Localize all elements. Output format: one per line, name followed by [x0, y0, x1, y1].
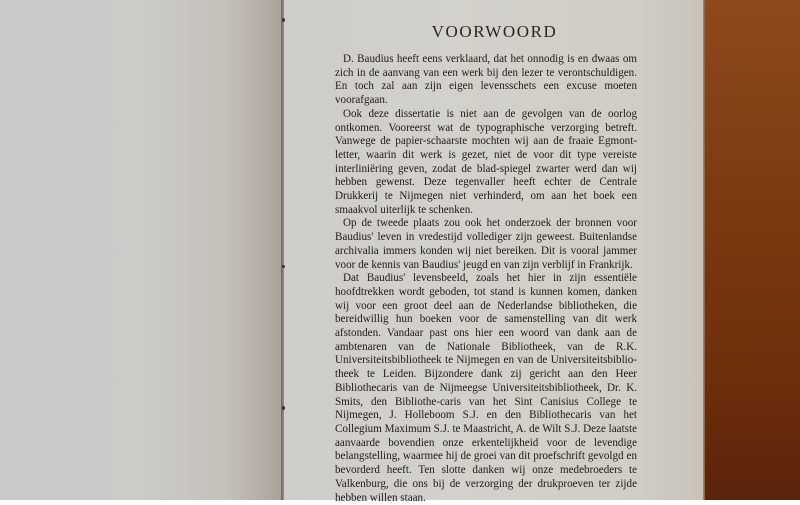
paragraph: Dat Baudius' levensbeeld, zoals het hier in zijn essentiële hoofdtrekken wordt geboden, tot stand is kunnen komen, danken wij voor een groot deel aan de Nederlandse bibliotheken, die bereidwillig hun boeken voor de samenstelling van dit werk afstonden. Vandaar past ons hier een woord van dank aan de ambtenaren van de Nationale Bibliotheek, van de R.K. Universiteitsbibliotheek te Nijmegen en van de Universiteitsbiblio-theek te Leiden. Bijzondere dank zij gericht aan den Heer Bibliothecaris van de Nijmeegse Universiteitsbibliotheek, Dr. K. Smits, den Bibliothe-caris van het Sint Canisius College te Nijmegen, J. Holleboom S.J. en den Bibliothecaris van het Collegium Maximum S.J. te Maastricht, A. de Wilt S.J. Deze laatste aanvaarde bovendien onze erkentelijkheid voor de levendige belangstelling, waarmee hij de groei van dit proefschrift gevolgd en bevorderd heeft. Ten slotte danken wij onze medebroeders te Valkenburg, die ons bij de verzorging der drukproeven ter zijde hebben willen staan. — [335, 272, 637, 504]
preface-body — [335, 53, 637, 505]
paragraph: Ook deze dissertatie is niet aan de gevolgen van de oorlog ontkomen. Vooreerst wat de typographische verzorging betreft. Vanwege de papier-schaarste mochten wij aan de fraaie Egmont-letter, waarin dit werk is gezet, niet de voor dit type vereiste interliniëring geven, zodat de blad-spiegel zwarter werd dan wij hebben gewenst. Deze tegenvaller heeft echter de Centrale Drukkerij te Nijmegen niet verhinderd, om aan het boek een smaakvol uiterlijk te schenken. — [335, 107, 637, 216]
paragraph: D. Baudius heeft eens verklaard, dat het onnodig is en dwaas om zich in de aanvang van een werk bij den lezer te verontschuldigen. En toch zal aan zijn eigen levensschets een excuse moeten voorafgaan. — [335, 53, 637, 107]
binding-thread-hole — [282, 406, 285, 410]
wooden-desk-background — [705, 0, 800, 500]
binding-thread-hole — [282, 265, 285, 268]
page-heading: VOORWOORD — [431, 22, 558, 41]
paragraph: Op de tweede plaats zou ook het onderzoek der bronnen voor Baudius' leven in vredestijd vollediger zijn geweest. Buitenlandse archivalia immers konden wij niet bereiken. Dit is vooral jammer voor de kennis van Baudius' jeugd en van zijn verblijf in Frankrijk. — [335, 217, 637, 271]
left-page-blank — [0, 0, 283, 500]
